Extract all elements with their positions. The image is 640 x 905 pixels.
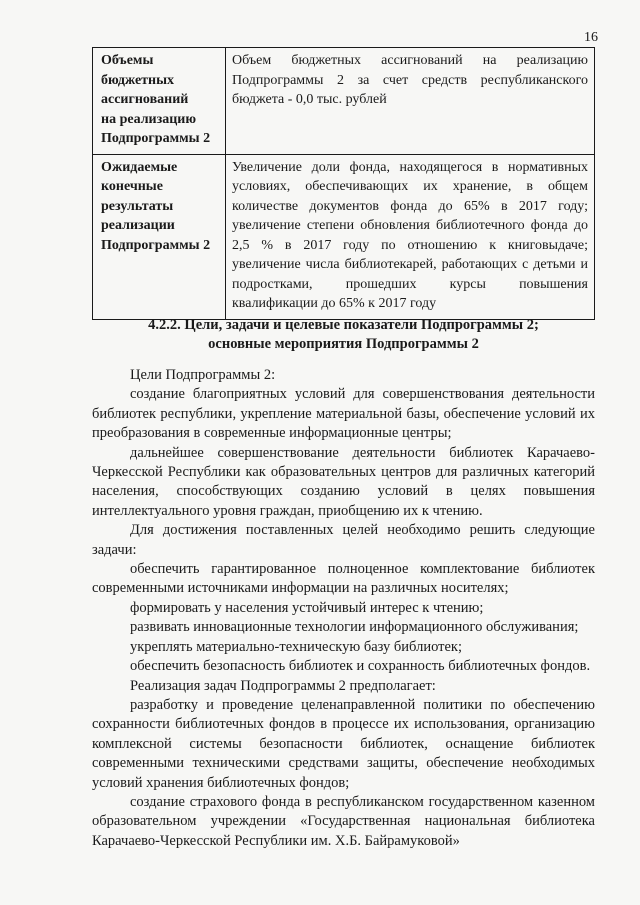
label-line: бюджетных: [101, 72, 175, 88]
paragraph: Цели Подпрограммы 2:: [130, 367, 276, 383]
paragraph: создание благоприятных условий для совершенствования деятельности библиотек республики, укрепление материальной базы, обеспечение условий их преобразования в современные информационные центры;: [92, 386, 595, 442]
label-line: результаты: [101, 198, 174, 214]
label-line: реализации: [101, 218, 175, 233]
section-heading: [92, 316, 595, 354]
paragraph: укреплять материально-техническую базу библиотек;: [130, 638, 462, 655]
row-label: [93, 48, 226, 155]
body-text: [92, 366, 595, 851]
paragraph: Реализация задач Подпрограммы 2 предполагает:: [130, 677, 436, 694]
paragraph: формировать у населения устойчивый интерес к чтению;: [130, 599, 484, 616]
paragraph: обеспечить гарантированное полноценное комплектование библиотек современными источниками информации на различных носителях;: [92, 561, 595, 597]
label-line: Ожидаемые: [101, 159, 178, 175]
label-line: на реализацию: [101, 111, 197, 127]
label-line: Подпрограммы 2: [101, 131, 211, 146]
paragraph: обеспечить безопасность библиотек и сохранность библиотечных фондов.: [130, 658, 591, 675]
heading-line: 4.2.2. Цели, задачи и целевые показатели Подпрограммы 2;: [148, 317, 539, 333]
paragraph: Для достижения поставленных целей необходимо решить следующие задачи:: [92, 522, 595, 558]
label-line: Подпрограммы 2: [101, 237, 211, 253]
page-number: 16: [584, 30, 598, 45]
label-line: конечные: [101, 179, 163, 194]
table-row: [93, 48, 595, 155]
paragraph: дальнейшее совершенствование деятельности библиотек Карачаево-Черкесской Республики как образовательных центров для различных категорий населения, способствующих созданию условий в целях повышения интеллектуального уровня граждан, приобщению их к чтению.: [92, 444, 595, 519]
row-value: Объем бюджетных ассигнований на реализацию Подпрограммы 2 за счет средств республиканского бюджета - 0,0 тыс. рублей: [226, 48, 595, 155]
label-line: Объемы: [101, 53, 154, 68]
paragraph: разработку и проведение целенаправленной политики по обеспечению сохранности библиотечных фондов в процессе их использования, организацию комплексной системы безопасности библиотек, оснащение библиотек современными техническими средствами защиты, обеспечение необходимых условий хранения библиотечных фондов;: [92, 696, 595, 791]
heading-line: основные мероприятия Подпрограммы 2: [208, 336, 479, 352]
row-label: [93, 154, 226, 319]
row-value: Увеличение доли фонда, находящегося в нормативных условиях, обеспечивающих их хранение, в общем количестве документов фонда до 65% в 2017 году; увеличение степени обновления библиотечного фонда до 2,5 % в 2017 году по отношению к книговыдаче; увеличение числа библиотекарей, работающих с детьми и подростками, прошедших курсы повышения квалификации до 65% к 2017 году: [226, 154, 595, 319]
paragraph: развивать инновационные технологии информационного обслуживания;: [130, 619, 579, 636]
table-row: [93, 154, 595, 319]
label-line: ассигнований: [101, 92, 189, 107]
paragraph: создание страхового фонда в республиканском государственном казенном образовательном учреждении «Государственная национальная библиотека Карачаево-Черкесской Республики им. Х.Б. Байрамуковой»: [92, 793, 595, 849]
subprogram-passport-table: [92, 47, 595, 320]
